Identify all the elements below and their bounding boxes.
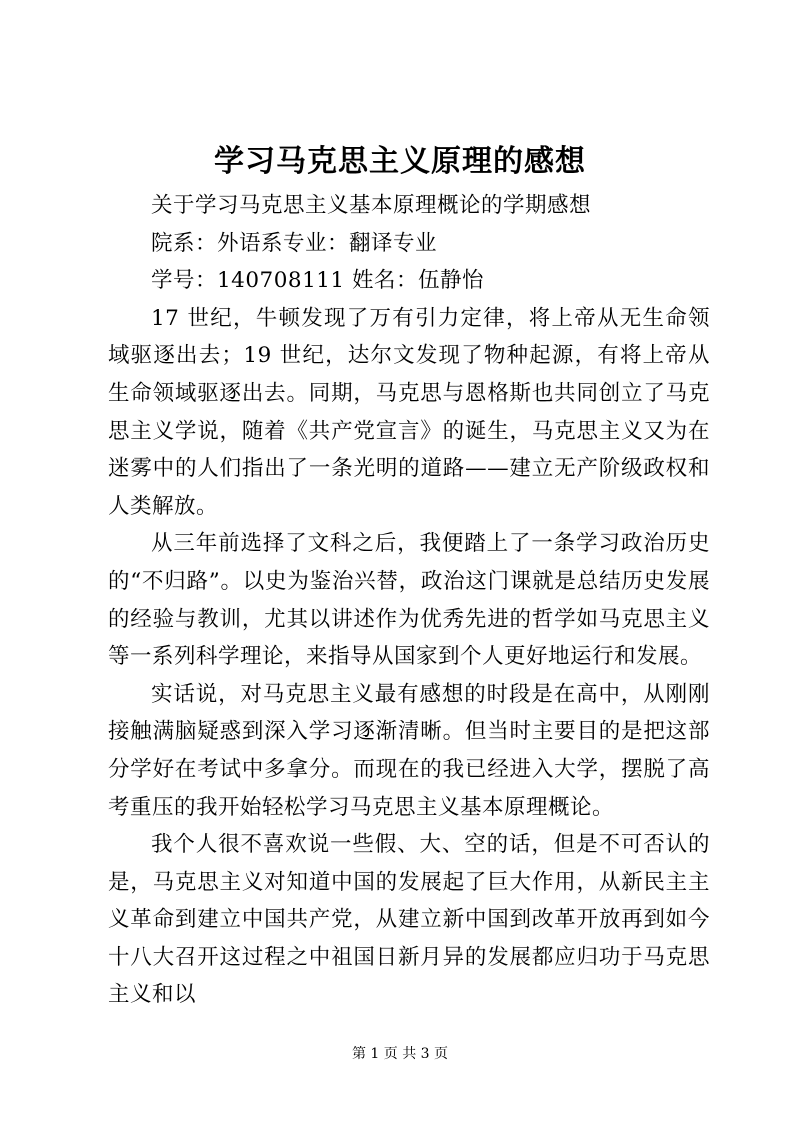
body-paragraph: 从三年前选择了文科之后，我便踏上了一条学习政治历史的“不归路”。以史为鉴治兴替，政治这门课就是总结历史发展的经验与教训，尤其以讲述作为优秀先进的哲学如马克思主义等一系列科学理论，来指导从国家到个人更好地运行和发展。: [108, 531, 710, 670]
student-info-paragraph: 学号：140708111 姓名：伍静怡: [151, 268, 484, 294]
page-footer: 第 1 页 共 3 页: [351, 1046, 449, 1062]
subtitle-paragraph: 关于学习马克思主义基本原理概论的学期感想: [151, 193, 592, 218]
document-title: 学习马克思主义原理的感想: [214, 144, 586, 179]
body-paragraph: 实话说，对马克思主义最有感想的时段是在高中，从刚刚接触满脑疑惑到深入学习逐渐清晰。但当时主要目的是把这部分学好在考试中多拿分。而现在的我已经进入大学，摆脱了高考重压的我开始轻松学习马克思主义基本原理概论。: [108, 681, 710, 820]
body-paragraph: 17 世纪，牛顿发现了万有引力定律，将上帝从无生命领域驱逐出去；19 世纪，达尔文发现了物种起源，有将上帝从生命领域驱逐出去。同期，马克思与恩格斯也共同创立了马克思主义学说，随着《共产党宣言》的诞生，马克思主义又为在迷雾中的人们指出了一条光明的道路——建立无产阶级政权和人类解放。: [108, 305, 710, 519]
document-body: [108, 187, 710, 1014]
body-paragraph: 我个人很不喜欢说一些假、大、空的话，但是不可否认的是，马克思主义对知道中国的发展起了巨大作用，从新民主主义革命到建立中国共产党，从建立新中国到改革开放再到如今十八大召开这过程之中祖国日新月异的发展都应归功于马克思主义和以: [108, 832, 710, 1008]
department-paragraph: 院系：外语系专业：翻译专业: [151, 230, 438, 256]
